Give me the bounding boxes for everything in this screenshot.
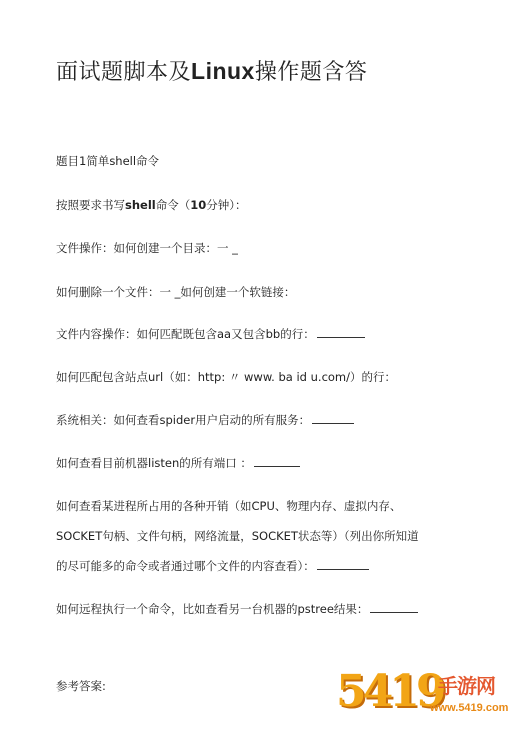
instruction-text-d: 10 xyxy=(190,198,207,212)
watermark-digits: 5419 xyxy=(336,666,443,717)
title-part-1: 面试题脚本及 xyxy=(56,60,192,85)
question-text-6: 如何查看目前机器listen的所有端口 ： xyxy=(56,456,252,470)
question-line-1: 文件操作：如何创建一个目录：一 _ xyxy=(56,241,238,255)
question-line-4: 如何匹配包含站点url（如：http: 〃 www. ba id u.com/）的行： xyxy=(56,370,397,384)
watermark-site-name: 手游网 xyxy=(438,674,495,698)
question-line-5 xyxy=(56,412,354,428)
title-part-2: Linux xyxy=(191,58,255,84)
question-text-10: 如何远程执行一个命令，比如查看另一台机器的pstree结果： xyxy=(56,602,369,616)
question-text-5: 系统相关：如何查看spider用户启动的所有服务： xyxy=(56,413,311,427)
answer-blank xyxy=(312,413,354,424)
watermark-url: www.5419.com xyxy=(430,702,508,714)
document-title xyxy=(56,55,367,86)
question-heading: 题目1简单shell命令 xyxy=(56,154,160,168)
question-line-3 xyxy=(56,326,365,342)
instruction-text-a: 按照要求书写 xyxy=(56,198,125,212)
answer-blank xyxy=(317,327,365,338)
question-line-9 xyxy=(56,558,369,574)
question-line-6 xyxy=(56,455,300,471)
answer-blank xyxy=(254,456,300,467)
question-line-8: SOCKET句柄、文件句柄，网络流量，SOCKET状态等）（列出你所知道 xyxy=(56,529,419,543)
answer-blank xyxy=(317,559,369,570)
site-watermark-logo xyxy=(330,662,508,742)
instruction-text-b: shell xyxy=(125,198,156,212)
instruction-text-e: 分钟）： xyxy=(206,198,247,212)
question-line-7: 如何查看某进程所占用的各种开销（如CPU、物理内存、虚拟内存、 xyxy=(56,499,402,513)
title-part-3: 操作题含答 xyxy=(254,60,368,85)
question-text-3: 文件内容操作：如何匹配既包含aa又包含bb的行： xyxy=(56,327,315,341)
answer-blank xyxy=(370,602,418,613)
question-text-9: 的尽可能多的命令或者通过哪个文件的内容查看）： xyxy=(56,559,315,573)
reference-answer-label: 参考答案: xyxy=(56,679,106,693)
question-line-2: 如何删除一个文件：一 _如何创建一个软链接： xyxy=(56,285,296,299)
instruction-text-c: 命令（ xyxy=(155,198,191,212)
instruction-line xyxy=(56,197,246,213)
question-line-10 xyxy=(56,601,418,617)
